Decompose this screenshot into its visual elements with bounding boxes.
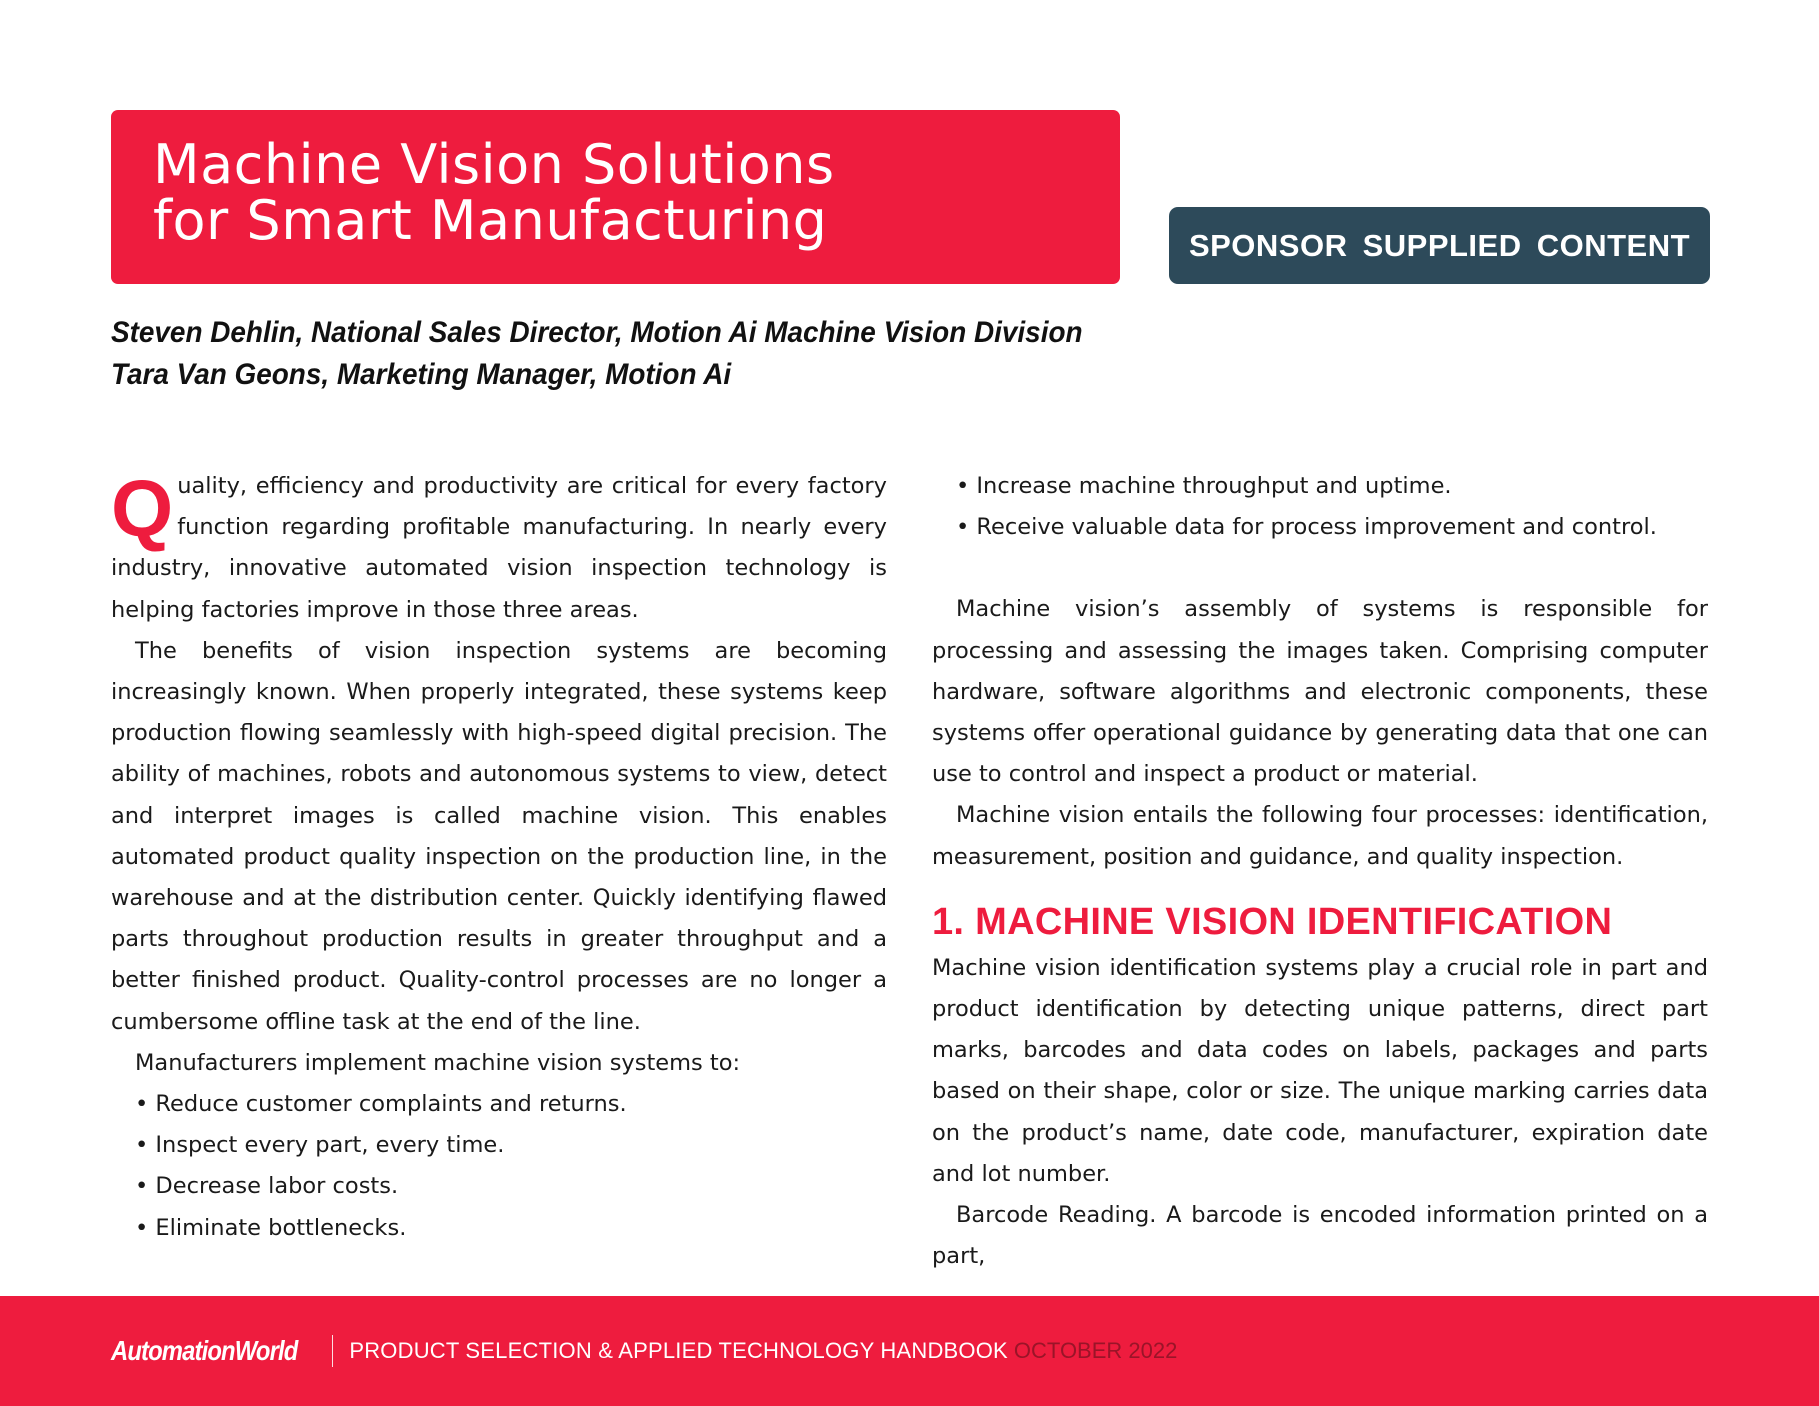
- right-column: [932, 466, 1708, 1277]
- bullet-item: • Decrease labor costs.: [135, 1173, 399, 1200]
- section-heading: 1. MACHINE VISION IDENTIFICATION: [932, 900, 1613, 943]
- bullet-item: • Receive valuable data for process improvement and control.: [956, 514, 1657, 541]
- body-paragraph: Barcode Reading. A barcode is encoded information printed on a part,: [932, 1202, 1708, 1270]
- author-byline: [111, 312, 1156, 396]
- paragraph-spacer: [932, 548, 1708, 589]
- body-paragraph: Machine vision’s assembly of systems is responsible for processing and assessing the images taken. Comprising computer hardware, software algorithms and electronic components, these systems offer operational guidance by generating data that one can use to control and inspect a product or material.: [932, 596, 1708, 788]
- article-title-banner: [111, 110, 1120, 284]
- author-1: Steven Dehlin, National Sales Director, Motion Ai Machine Vision Division: [111, 316, 1083, 349]
- article-title-line-2: for Smart Manufacturing: [153, 189, 828, 252]
- footer-divider: [332, 1335, 333, 1367]
- automation-world-logo: AutomationWorld: [111, 1335, 298, 1366]
- bullet-item: • Eliminate bottlenecks.: [135, 1214, 407, 1241]
- publication-name: PRODUCT SELECTION & APPLIED TECHNOLOGY HANDBOOK: [349, 1338, 1008, 1363]
- body-paragraph: Machine vision identification systems play a crucial role in part and product identification by detecting unique patterns, direct part marks, barcodes and data codes on labels, packages and parts based on their shape, color or size. The unique marking carries data on the product’s name, date code, manufacturer, expiration date and lot number.: [932, 954, 1708, 1187]
- left-column: [111, 466, 887, 1249]
- intro-paragraph: [111, 466, 887, 631]
- issue-date: OCTOBER 2022: [1013, 1338, 1178, 1363]
- author-2: Tara Van Geons, Marketing Manager, Motion Ai: [111, 358, 732, 391]
- article-title-line-1: Machine Vision Solutions: [153, 133, 835, 196]
- sponsor-badge: SPONSOR SUPPLIED CONTENT: [1169, 207, 1710, 284]
- page-footer: [0, 1296, 1819, 1406]
- body-paragraph: The benefits of vision inspection systems are becoming increasingly known. When properly integrated, these systems keep production flowing seamlessly with high-speed digital precision. The ability of machines, robots and autonomous systems to view, detect and interpret images is called machine vision. This enables automated product quality inspection on the production line, in the warehouse and at the distribution center. Quickly identifying flawed parts throughout production results in greater throughput and a better finished product. Quality-control processes are no longer a cumbersome offline task at the end of the line.: [111, 637, 887, 1035]
- bullet-item: • Inspect every part, every time.: [135, 1132, 505, 1159]
- intro-text: uality, efficiency and productivity are critical for every factory function regarding profitable manufacturing. In nearly every industry, innovative automated vision inspection technology is helping factories improve in those three areas.: [111, 473, 887, 623]
- bullet-item: • Reduce customer complaints and returns.: [135, 1091, 627, 1118]
- list-intro: Manufacturers implement machine vision systems to:: [135, 1049, 741, 1076]
- body-paragraph: Machine vision entails the following four processes: identification, measurement, position and guidance, and quality inspection.: [932, 802, 1708, 870]
- drop-cap: Q: [111, 464, 174, 553]
- bullet-item: • Increase machine throughput and uptime.: [956, 473, 1452, 499]
